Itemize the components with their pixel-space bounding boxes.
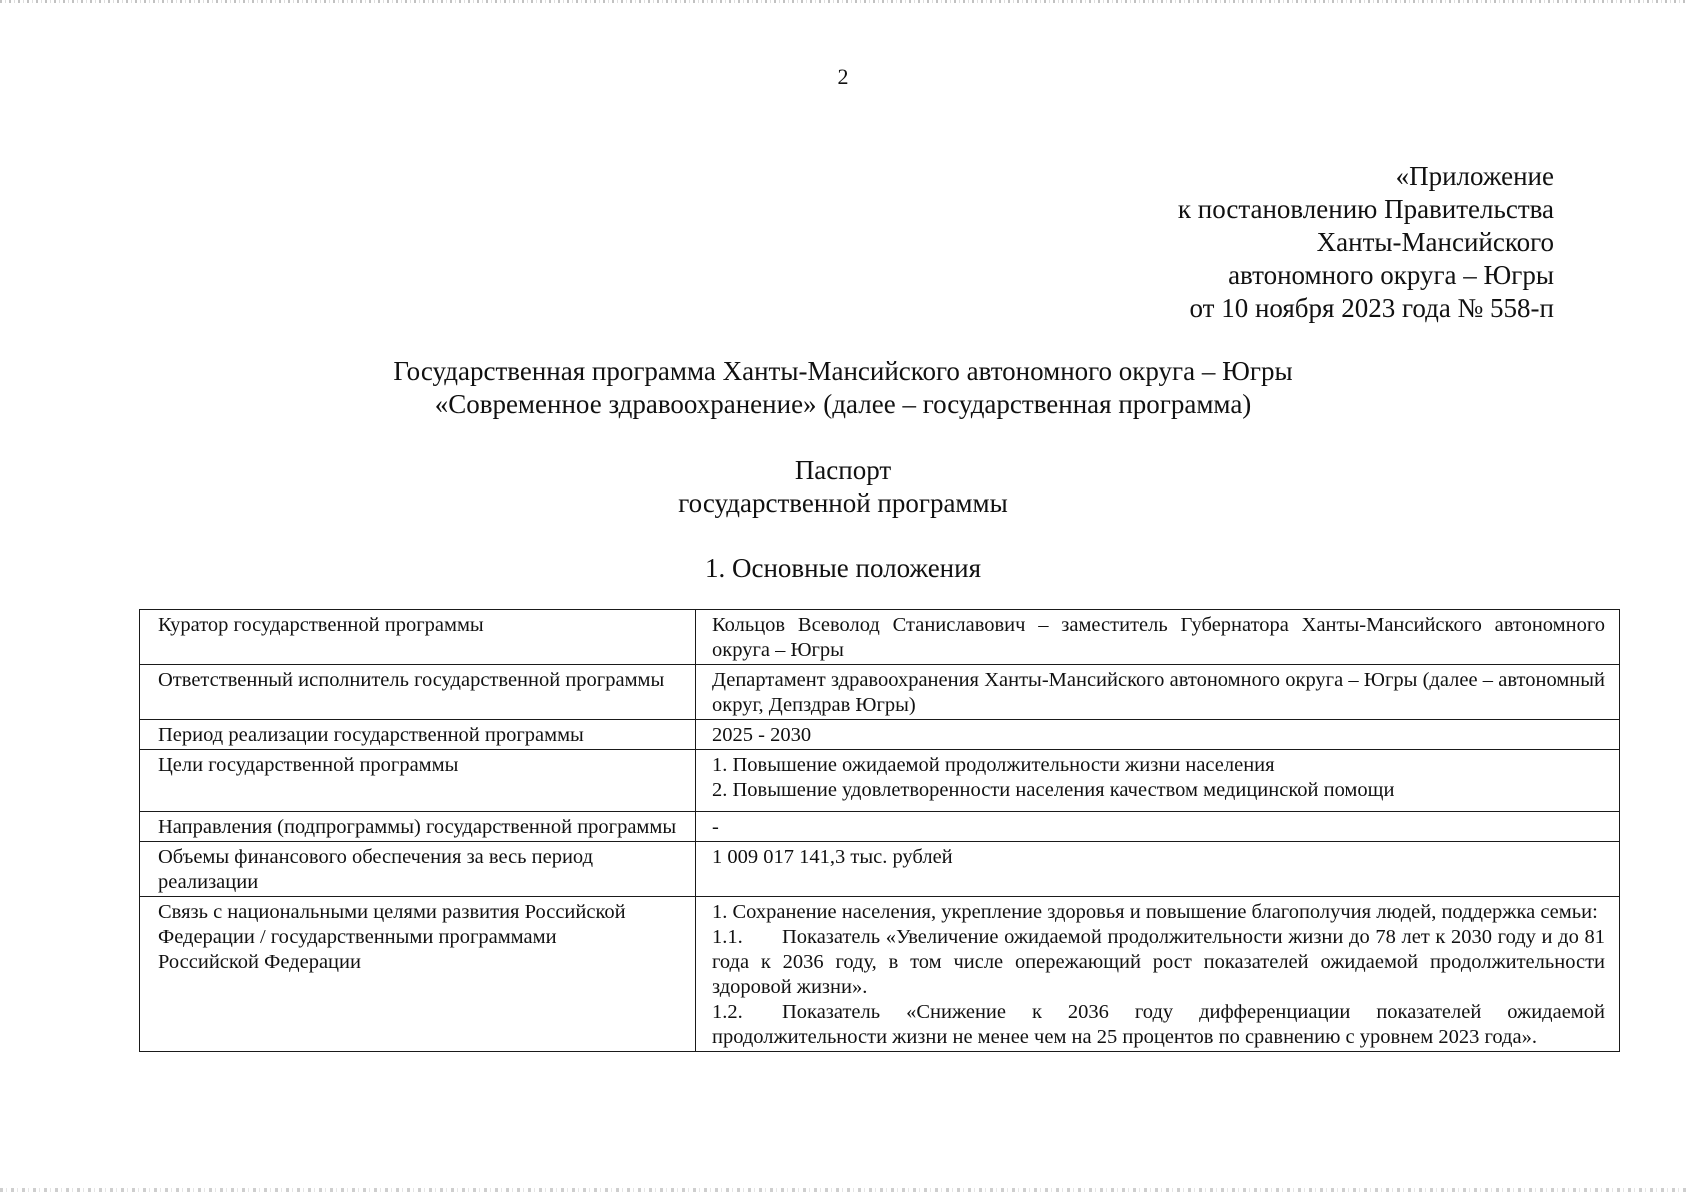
table-row [140, 812, 1620, 842]
row-label: Куратор государственной программы [140, 610, 696, 665]
row-label: Объемы финансового обеспечения за весь период реализации [140, 842, 696, 897]
table-row [140, 750, 1620, 812]
goals-cell [696, 750, 1620, 812]
table-row [140, 665, 1620, 720]
indicator-text: Показатель «Снижение к 2036 году дифференциации показателей ожидаемой продолжительности жизни не менее чем на 25 процентов по сравнению с уровнем 2023 года». [712, 1001, 1605, 1048]
indicator-item [712, 925, 1605, 1000]
row-value: 2025 - 2030 [696, 720, 1620, 750]
program-title-line-1: Государственная программа Ханты-Мансийского автономного округа – Югры [393, 356, 1293, 386]
indicator-text: Показатель «Увеличение ожидаемой продолжительности жизни до 78 лет к 2030 году и до 81 года к 2036 году, в том числе опережающий рост показателей ожидаемой продолжительности здоровой жизни». [712, 926, 1605, 998]
program-title-line-2: «Современное здравоохранение» (далее – государственная программа) [434, 389, 1252, 419]
row-value: 1 009 017 141,3 тыс. рублей [696, 842, 1620, 897]
passport-title-line-2: государственной программы [678, 488, 1008, 518]
scan-edge-bottom [0, 1188, 1686, 1192]
row-value: Департамент здравоохранения Ханты-Мансийского автономного округа – Югры (далее – автономный округ, Депздрав Югры) [696, 665, 1620, 720]
appendix-line: автономного округа – Югры [1228, 260, 1554, 290]
national-goal-intro: 1. Сохранение населения, укрепление здоровья и повышение благополучия людей, поддержка семьи: [712, 901, 1598, 923]
row-label: Направления (подпрограммы) государственной программы [140, 812, 696, 842]
table-row [140, 610, 1620, 665]
passport-title-line-1: Паспорт [794, 455, 892, 485]
program-title [0, 355, 1686, 421]
table-row [140, 720, 1620, 750]
passport-title [0, 454, 1686, 520]
section-title: 1. Основные положения [705, 553, 981, 583]
row-label: Ответственный исполнитель государственной программы [140, 665, 696, 720]
row-value: Кольцов Всеволод Станиславович – заместитель Губернатора Ханты-Мансийского автономного округа – Югры [696, 610, 1620, 665]
passport-table [139, 609, 1620, 1052]
goal-item: 1. Повышение ожидаемой продолжительности жизни населения [712, 754, 1275, 776]
scan-edge-top [0, 0, 1686, 3]
row-label: Цели государственной программы [140, 750, 696, 812]
national-goals-cell [696, 897, 1620, 1052]
appendix-line: к постановлению Правительства [1177, 194, 1554, 224]
appendix-line: «Приложение [1395, 161, 1554, 191]
indicator-number: 1.1. [712, 926, 743, 948]
table-row [140, 897, 1620, 1052]
row-label: Связь с национальными целями развития Российской Федерации / государственными программами Российской Федерации [140, 897, 696, 1052]
appendix-block [1178, 160, 1554, 325]
table-row [140, 842, 1620, 897]
page-number: 2 [837, 64, 849, 89]
goal-item: 2. Повышение удовлетворенности населения качеством медицинской помощи [712, 779, 1395, 801]
indicator-number: 1.2. [712, 1001, 743, 1023]
row-label: Период реализации государственной программы [140, 720, 696, 750]
appendix-line: Ханты-Мансийского [1316, 227, 1554, 257]
indicator-item [712, 1000, 1605, 1050]
appendix-line: от 10 ноября 2023 года № 558-п [1189, 293, 1554, 323]
row-value: - [696, 812, 1620, 842]
